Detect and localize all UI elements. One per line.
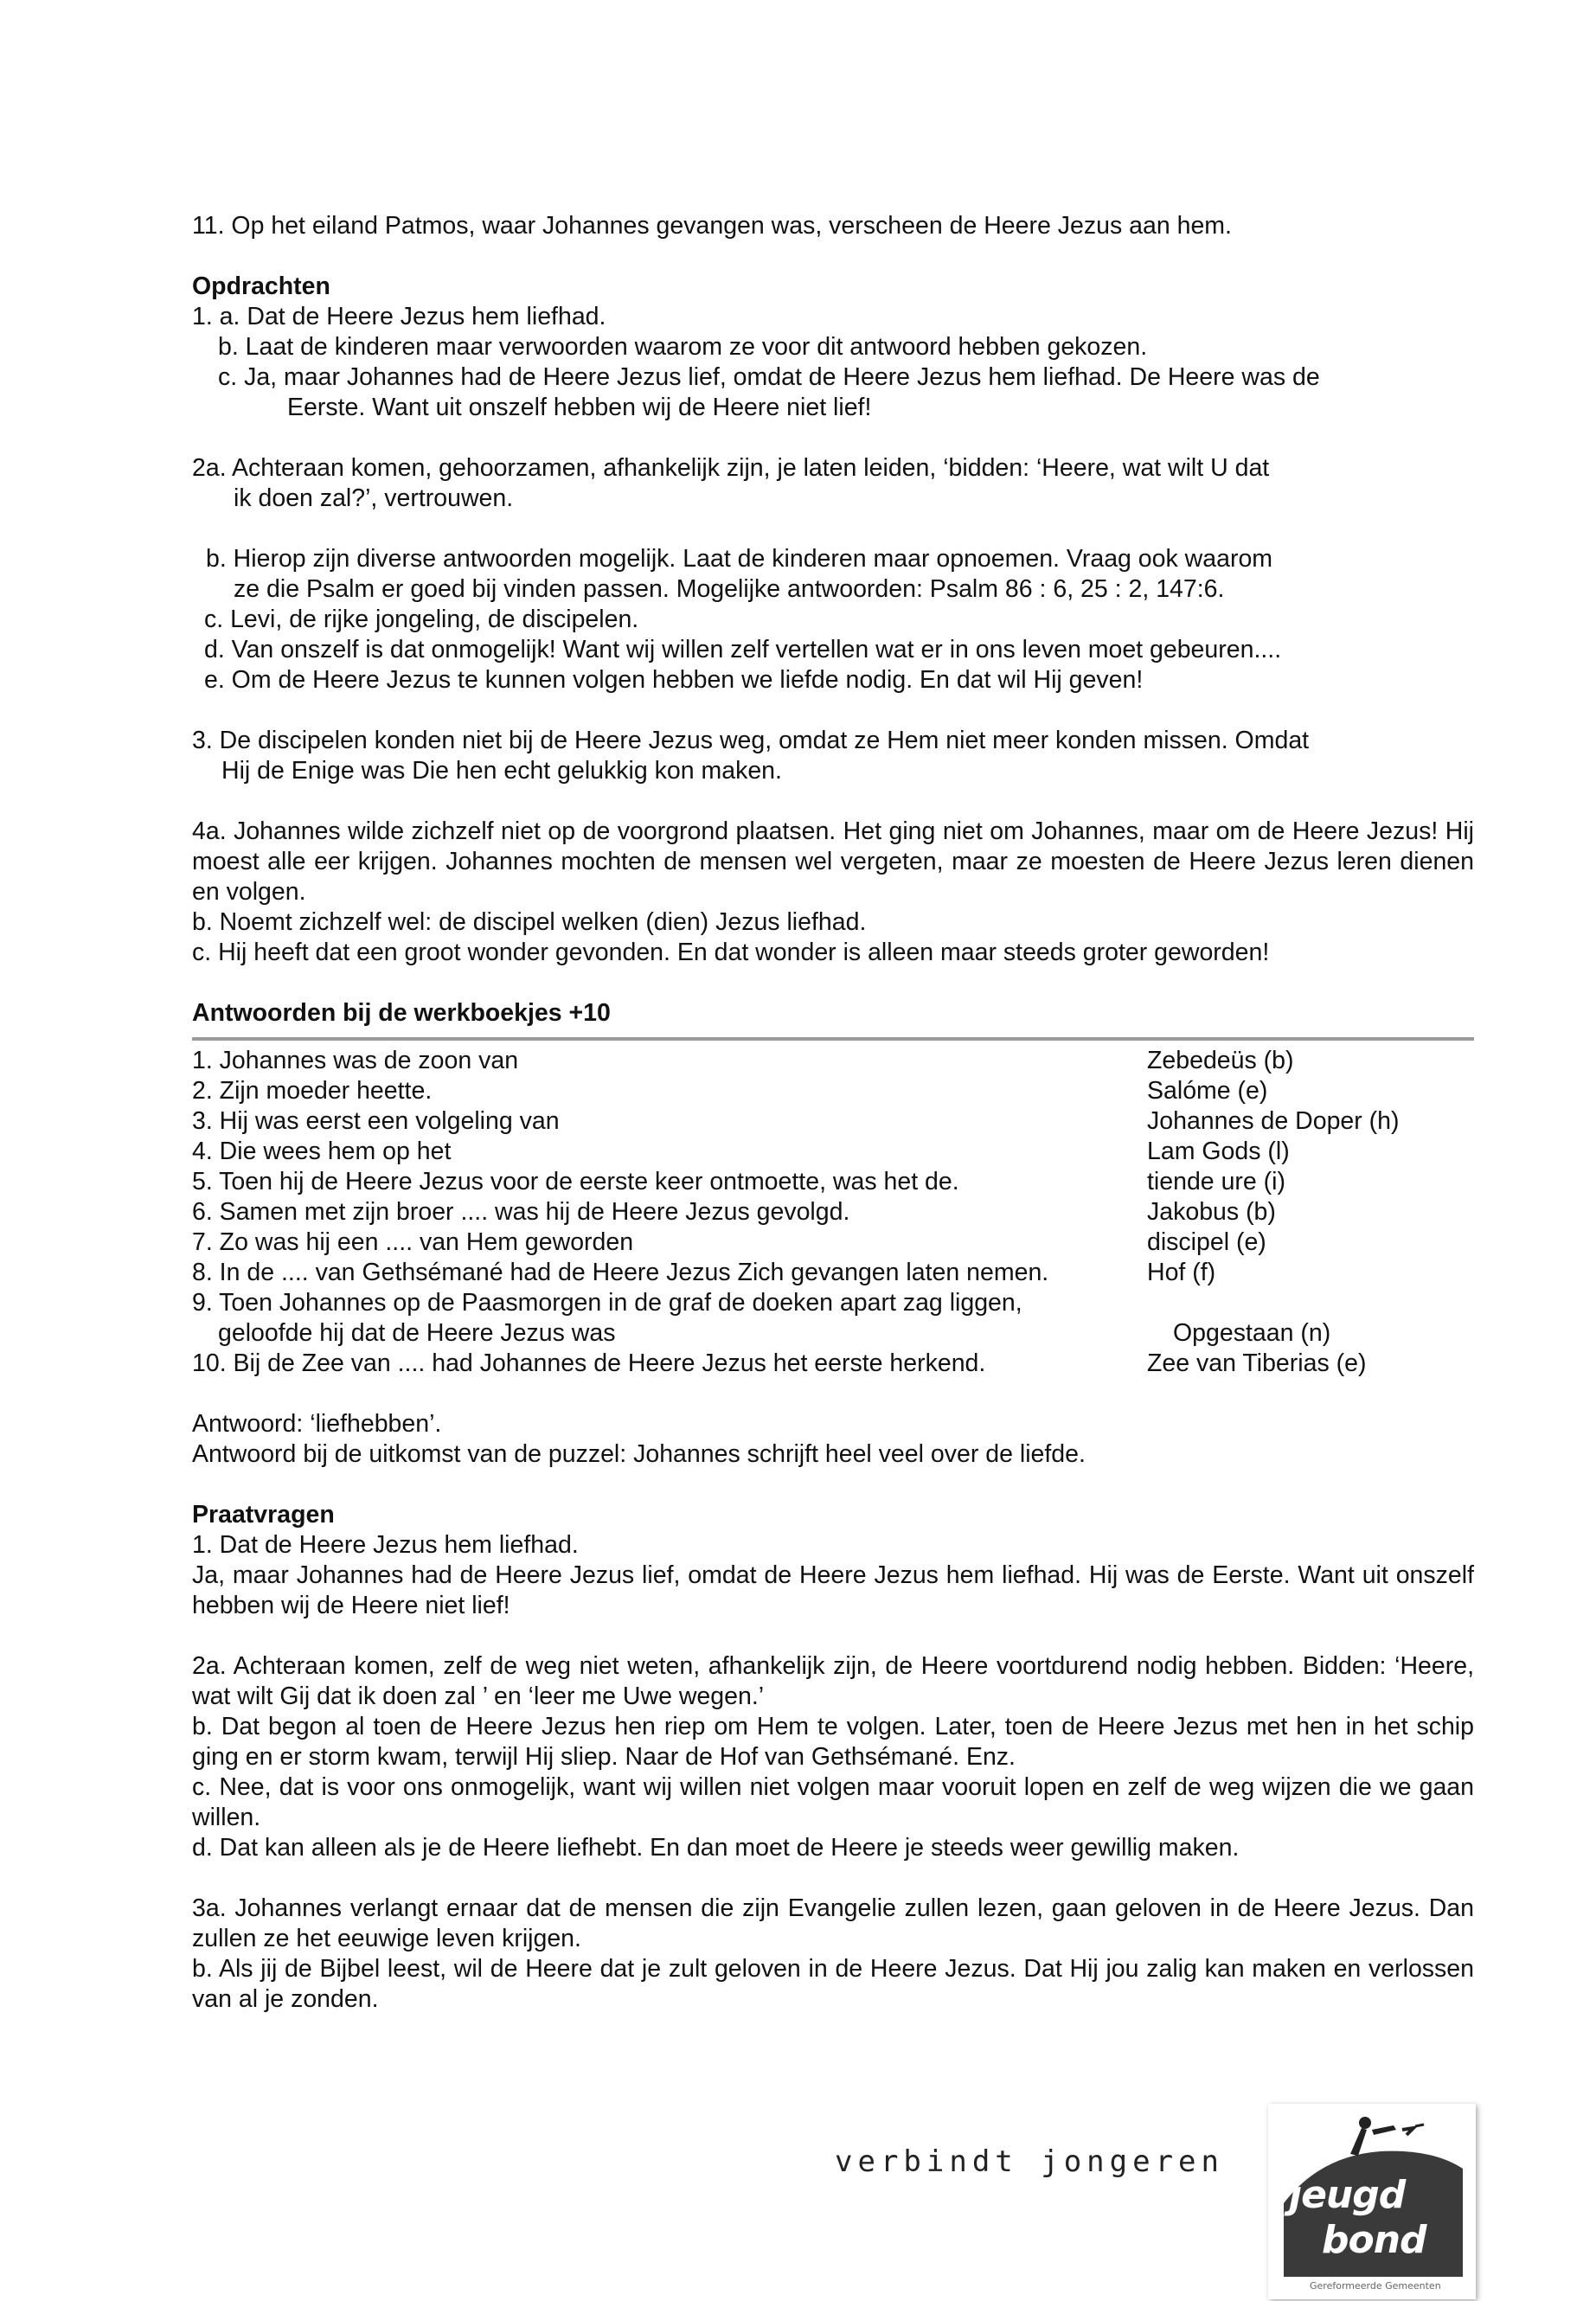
answer-4a: 4a. Johannes wilde zichzelf niet op de voorgrond plaatsen. Het ging niet om Johannes, maar om de Heere Jezus! Hij moest alle eer krijgen. Johannes mochten de mensen wel vergeten, maar ze moesten de Heere Jezus leren dienen en volgen. — [192, 817, 1474, 906]
praat-2b: b. Dat begon al toen de Heere Jezus hen riep om Hem te volgen. Later, toen de Heere Jezus met hen in het schip ging en er storm kwam, terwijl Hij sliep. Naar de Hof van Gethsémané. Enz. — [192, 1713, 1474, 1771]
table-row — [192, 1349, 1474, 1379]
opdrachten-section — [192, 272, 1474, 968]
document-body — [192, 211, 1474, 2015]
answer-2d: d. Van onszelf is dat onmogelijk! Want wij willen zelf vertellen wat er in ons leven moet gebeuren.... — [204, 636, 1282, 663]
answer-4b: b. Noemt zichzelf wel: de discipel welken (dien) Jezus liefhad. — [192, 908, 867, 936]
row-answer: Zebedeüs (b) — [1147, 1047, 1294, 1074]
row-answer: Lam Gods (l) — [1147, 1138, 1290, 1165]
row-answer: Jakobus (b) — [1147, 1198, 1276, 1226]
praat-2a: 2a. Achteraan komen, zelf de weg niet weten, afhankelijk zijn, de Heere voortdurend nodig hebben. Bidden: ‘Heere, wat wilt Gij dat ik doen zal ’ en ‘leer me Uwe wegen.’ — [192, 1652, 1474, 1710]
praat-3b: b. Als jij de Bijbel leest, wil de Heere dat je zult geloven in de Heere Jezus. Dat Hij jou zalig kan maken en verlossen van al je zonden. — [192, 1955, 1474, 2013]
logo-word-1: jeugd — [1289, 2173, 1406, 2217]
row-question: 6. Samen met zijn broer .... was hij de Heere Jezus gevolgd. — [192, 1198, 850, 1226]
row-question: 9. Toen Johannes op de Paasmorgen in de graf de doeken apart zag liggen, — [192, 1289, 1022, 1317]
praatvragen-section — [192, 1500, 1474, 2015]
logo-word-2: bond — [1322, 2218, 1426, 2262]
table-row — [192, 1076, 1474, 1106]
answer-1a: 1. a. Dat de Heere Jezus hem liefhad. — [192, 303, 606, 330]
answer-3: 3. De discipelen konden niet bij de Heere Jezus weg, omdat ze Hem niet meer konden missen. Omdat — [192, 727, 1310, 754]
answer-4c: c. Hij heeft dat een groot wonder gevonden. En dat wonder is alleen maar steeds groter geworden! — [192, 939, 1270, 966]
row-answer: Hof (f) — [1147, 1259, 1216, 1286]
answer-2c: c. Levi, de rijke jongeling, de discipelen. — [204, 606, 639, 633]
praat-3a: 3a. Johannes verlangt ernaar dat de mensen die zijn Evangelie zullen lezen, gaan geloven in de Heere Jezus. Dan zullen ze het eeuwige leven krijgen. — [192, 1894, 1474, 1952]
row-answer: Johannes de Doper (h) — [1147, 1107, 1400, 1135]
table-row — [192, 1197, 1474, 1227]
row-question: 7. Zo was hij een .... van Hem geworden — [192, 1228, 634, 1256]
table-row — [192, 1258, 1474, 1288]
row-answer: tiende ure (i) — [1147, 1168, 1285, 1195]
praat-2d: d. Dat kan alleen als je de Heere liefhebt. En dan moet de Heere je steeds weer gewillig maken. — [192, 1834, 1240, 1862]
werkboekjes-heading: Antwoorden bij de werkboekjes +10 — [192, 999, 611, 1027]
puzzel-line: Antwoord bij de uitkomst van de puzzel: Johannes schrijft heel veel over de liefde. — [192, 1440, 1086, 1468]
table-row — [192, 1106, 1474, 1137]
row-question-cont: geloofde hij dat de Heere Jezus was — [218, 1319, 616, 1347]
answer-2e: e. Om de Heere Jezus te kunnen volgen hebben we liefde nodig. En dat wil Hij geven! — [204, 666, 1144, 694]
praat-2c: c. Nee, dat is voor ons onmogelijk, want wij willen niet volgen maar vooruit lopen en zelf de weg wijzen die we gaan willen. — [192, 1773, 1474, 1831]
answer-1c: c. Ja, maar Johannes had de Heere Jezus lief, omdat de Heere Jezus hem liefhad. De Heere was de — [218, 363, 1320, 391]
row-question: 8. In de .... van Gethsémané had de Heere Jezus Zich gevangen laten nemen. — [192, 1259, 1049, 1286]
answer-1c-cont: Eerste. Want uit onszelf hebben wij de Heere niet lief! — [287, 394, 872, 421]
answer-2b: b. Hierop zijn diverse antwoorden mogelijk. Laat de kinderen maar opnoemen. Vraag ook waarom — [206, 545, 1273, 573]
row-question: 2. Zijn moeder heette. — [192, 1077, 433, 1105]
row-question: 3. Hij was eerst een volgeling van — [192, 1107, 560, 1135]
praatvragen-heading: Praatvragen — [192, 1501, 335, 1529]
werkboekjes-section — [192, 998, 1474, 1470]
table-row — [192, 1318, 1474, 1349]
answer-2a-cont: ik doen zal?’, vertrouwen. — [234, 484, 514, 512]
row-answer: Salóme (e) — [1147, 1077, 1268, 1105]
row-answer: Opgestaan (n) — [1173, 1319, 1331, 1347]
intro-line: 11. Op het eiland Patmos, waar Johannes gevangen was, verscheen de Heere Jezus aan hem. — [192, 212, 1232, 240]
row-answer: discipel (e) — [1147, 1228, 1266, 1256]
divider — [192, 1037, 1474, 1041]
answer-3-cont: Hij de Enige was Die hen echt gelukkig kon maken. — [221, 757, 782, 785]
praat-1: 1. Dat de Heere Jezus hem liefhad. — [192, 1531, 579, 1559]
row-answer: Zee van Tiberias (e) — [1147, 1349, 1367, 1377]
answer-1b: b. Laat de kinderen maar verwoorden waarom ze voor dit antwoord hebben gekozen. — [218, 333, 1148, 361]
jeugdbond-logo — [1268, 2104, 1476, 2299]
praat-1b: Ja, maar Johannes had de Heere Jezus lief, omdat de Heere Jezus hem liefhad. Hij was de Eerste. Want uit onszelf hebben wij de Heere niet lief! — [192, 1561, 1474, 1619]
table-row — [192, 1046, 1474, 1076]
answer-2a: 2a. Achteraan komen, gehoorzamen, afhankelijk zijn, je laten leiden, ‘bidden: ‘Heere, wat wilt U dat — [192, 454, 1270, 482]
antwoord-line: Antwoord: ‘liefhebben’. — [192, 1410, 442, 1438]
answer-table — [192, 1046, 1474, 1379]
table-row — [192, 1137, 1474, 1167]
table-row — [192, 1227, 1474, 1258]
row-question: 5. Toen hij de Heere Jezus voor de eerste keer ontmoette, was het de. — [192, 1168, 959, 1195]
answer-2b-cont: ze die Psalm er goed bij vinden passen. Mogelijke antwoorden: Psalm 86 : 6, 25 : 2, 147:6. — [234, 575, 1225, 603]
row-question: 10. Bij de Zee van .... had Johannes de Heere Jezus het eerste herkend. — [192, 1349, 986, 1377]
row-question: 4. Die wees hem op het — [192, 1138, 452, 1165]
opdrachten-heading: Opdrachten — [192, 272, 330, 300]
table-row — [192, 1167, 1474, 1197]
row-question: 1. Johannes was de zoon van — [192, 1047, 519, 1074]
logo-subtitle: Gereformeerde Gemeenten — [1310, 2280, 1441, 2291]
table-row — [192, 1288, 1474, 1318]
footer-slogan: verbindt jongeren — [835, 2144, 1224, 2179]
